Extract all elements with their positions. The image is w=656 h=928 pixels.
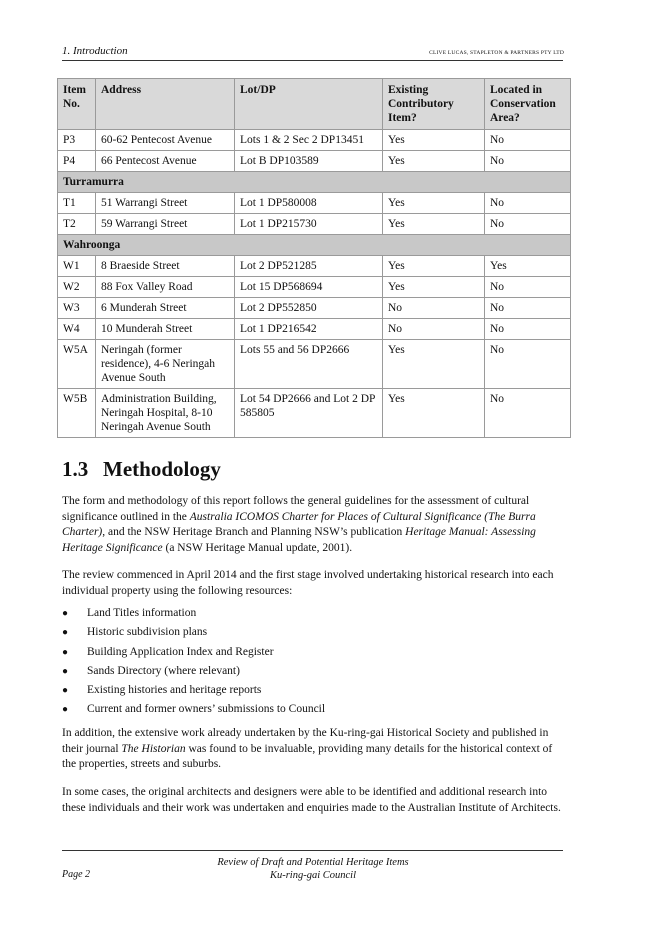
cell-lot-dp: Lot 1 DP580008 bbox=[235, 193, 383, 214]
table-row bbox=[58, 389, 571, 438]
cell-conservation-area: No bbox=[485, 277, 571, 298]
cell-contributory: No bbox=[383, 298, 485, 319]
cell-contributory: Yes bbox=[383, 193, 485, 214]
cell-address: 8 Braeside Street bbox=[96, 256, 235, 277]
list-item bbox=[62, 702, 325, 721]
table-row bbox=[58, 298, 571, 319]
cell-lot-dp: Lots 1 & 2 Sec 2 DP13451 bbox=[235, 130, 383, 151]
cell-lot-dp: Lot B DP103589 bbox=[235, 151, 383, 172]
cell-lot-dp: Lot 15 DP568694 bbox=[235, 277, 383, 298]
cell-address: 51 Warrangi Street bbox=[96, 193, 235, 214]
cell-contributory: Yes bbox=[383, 130, 485, 151]
cell-item-no: W5B bbox=[58, 389, 96, 438]
footer-title-line: Review of Draft and Potential Heritage Items bbox=[217, 857, 409, 868]
list-item-text: Current and former owners’ submissions to Council bbox=[87, 703, 326, 716]
cell-lot-dp: Lot 2 DP552850 bbox=[235, 298, 383, 319]
cell-conservation-area: No bbox=[485, 319, 571, 340]
header-divider bbox=[62, 60, 563, 61]
cell-lot-dp: Lot 1 DP215730 bbox=[235, 214, 383, 235]
cell-item-no: P3 bbox=[58, 130, 96, 151]
cell-conservation-area: No bbox=[485, 340, 571, 389]
paragraph-text: In addition, the extensive work already undertaken by the Ku-ring-gai Historical Society and published in their journal bbox=[62, 727, 549, 755]
table-row bbox=[58, 130, 571, 151]
column-header-address: Address bbox=[96, 79, 235, 130]
list-item bbox=[62, 606, 325, 625]
cell-address: 88 Fox Valley Road bbox=[96, 277, 235, 298]
cell-item-no: T1 bbox=[58, 193, 96, 214]
cell-conservation-area: No bbox=[485, 214, 571, 235]
bullet-icon: ● bbox=[62, 665, 69, 677]
list-item bbox=[62, 664, 325, 683]
area-heading-turramurra: Turramurra bbox=[58, 172, 571, 193]
cell-address: Administration Building, Neringah Hospital, 8-10 Neringah Avenue South bbox=[96, 389, 235, 438]
paragraph-intro bbox=[62, 494, 566, 556]
area-heading-row bbox=[58, 172, 571, 193]
cell-conservation-area: No bbox=[485, 151, 571, 172]
cell-address: 10 Munderah Street bbox=[96, 319, 235, 340]
header-section-title: 1. Introduction bbox=[62, 45, 128, 57]
column-header-lot-dp: Lot/DP bbox=[235, 79, 383, 130]
table-row bbox=[58, 151, 571, 172]
table-row bbox=[58, 340, 571, 389]
cell-item-no: W2 bbox=[58, 277, 96, 298]
list-item bbox=[62, 625, 325, 644]
resources-list bbox=[62, 606, 325, 722]
header-firm-name: CLIVE LUCAS, STAPLETON & PARTNERS PTY LTD bbox=[429, 50, 564, 56]
cell-item-no: W4 bbox=[58, 319, 96, 340]
column-header-contributory: Existing Contributory Item? bbox=[383, 79, 485, 130]
paragraph-text: The form and methodology of this report follows the general guidelines for the assessment of cultural significance outlined in the bbox=[62, 495, 530, 523]
area-heading-row bbox=[58, 235, 571, 256]
cell-item-no: W1 bbox=[58, 256, 96, 277]
list-item-text: Sands Directory (where relevant) bbox=[87, 664, 240, 677]
list-item bbox=[62, 645, 325, 664]
section-heading bbox=[62, 457, 221, 482]
cell-contributory: Yes bbox=[383, 340, 485, 389]
charter-title: Australia ICOMOS Charter for Places of Cultural Significance (The Burra Charter) bbox=[62, 510, 536, 538]
footer-divider bbox=[62, 850, 563, 851]
list-item-text: Land Titles information bbox=[87, 607, 197, 619]
paragraph-architects: In some cases, the original architects and designers were able to be identified and additional research into these individuals and their work was undertaken and enquiries made to the Australian Institute of Architects. bbox=[62, 786, 561, 814]
cell-contributory: Yes bbox=[383, 151, 485, 172]
list-item bbox=[62, 683, 325, 702]
cell-conservation-area: No bbox=[485, 389, 571, 438]
cell-item-no: W3 bbox=[58, 298, 96, 319]
cell-contributory: Yes bbox=[383, 214, 485, 235]
cell-address: 59 Warrangi Street bbox=[96, 214, 235, 235]
section-number: 1.3 bbox=[62, 457, 89, 481]
cell-contributory: Yes bbox=[383, 277, 485, 298]
list-item-text: Historic subdivision plans bbox=[87, 626, 208, 639]
cell-lot-dp: Lots 55 and 56 DP2666 bbox=[235, 340, 383, 389]
paragraph-review: The review commenced in April 2014 and the first stage involved undertaking historical research into each individual property using the following resources: bbox=[62, 569, 554, 597]
page-number: Page 2 bbox=[62, 869, 91, 880]
table-row bbox=[58, 193, 571, 214]
column-header-item-no: Item No. bbox=[58, 79, 96, 130]
cell-address: 6 Munderah Street bbox=[96, 298, 235, 319]
paragraph-text: (a NSW Heritage Manual update, 2001). bbox=[162, 541, 353, 554]
paragraph-historical-society bbox=[62, 726, 566, 773]
bullet-icon: ● bbox=[62, 608, 69, 619]
cell-contributory: No bbox=[383, 319, 485, 340]
cell-address: 60-62 Pentecost Avenue bbox=[96, 130, 235, 151]
column-header-conservation-area: Located in Conservation Area? bbox=[485, 79, 571, 130]
cell-contributory: Yes bbox=[383, 256, 485, 277]
cell-conservation-area: No bbox=[485, 193, 571, 214]
cell-address: Neringah (former residence), 4-6 Neringah Avenue South bbox=[96, 340, 235, 389]
cell-conservation-area: No bbox=[485, 130, 571, 151]
paragraph-text: was found to be invaluable, providing many details for the historical context of the properties, streets and suburbs. bbox=[62, 742, 553, 770]
bullet-icon: ● bbox=[62, 685, 69, 697]
table-row bbox=[58, 256, 571, 277]
area-heading-wahroonga: Wahroonga bbox=[58, 235, 571, 256]
table-header-row bbox=[58, 79, 571, 130]
cell-contributory: Yes bbox=[383, 389, 485, 438]
cell-item-no: P4 bbox=[58, 151, 96, 172]
cell-address: 66 Pentecost Avenue bbox=[96, 151, 235, 172]
cell-conservation-area: No bbox=[485, 298, 571, 319]
footer-client-line: Ku-ring-gai Council bbox=[269, 870, 357, 881]
paragraph-text: , and the NSW Heritage Branch and Planning NSW’s publication bbox=[102, 526, 406, 538]
bullet-icon: ● bbox=[62, 646, 69, 658]
section-title: Methodology bbox=[103, 457, 221, 481]
cell-lot-dp: Lot 54 DP2666 and Lot 2 DP 585805 bbox=[235, 389, 383, 438]
table-row bbox=[58, 214, 571, 235]
table-row bbox=[58, 277, 571, 298]
list-item-text: Building Application Index and Register bbox=[87, 645, 274, 658]
cell-lot-dp: Lot 1 DP216542 bbox=[235, 319, 383, 340]
list-item-text: Existing histories and heritage reports bbox=[87, 684, 262, 697]
footer-document-title bbox=[0, 856, 626, 882]
table-row bbox=[58, 319, 571, 340]
bullet-icon: ● bbox=[62, 627, 69, 639]
heritage-items-table bbox=[57, 78, 571, 438]
cell-conservation-area: Yes bbox=[485, 256, 571, 277]
cell-item-no: W5A bbox=[58, 340, 96, 389]
cell-item-no: T2 bbox=[58, 214, 96, 235]
cell-lot-dp: Lot 2 DP521285 bbox=[235, 256, 383, 277]
manual-title: Heritage Manual: Assessing Heritage Significance bbox=[62, 526, 536, 554]
journal-title: The Historian bbox=[121, 742, 186, 755]
bullet-icon: ● bbox=[62, 704, 69, 716]
